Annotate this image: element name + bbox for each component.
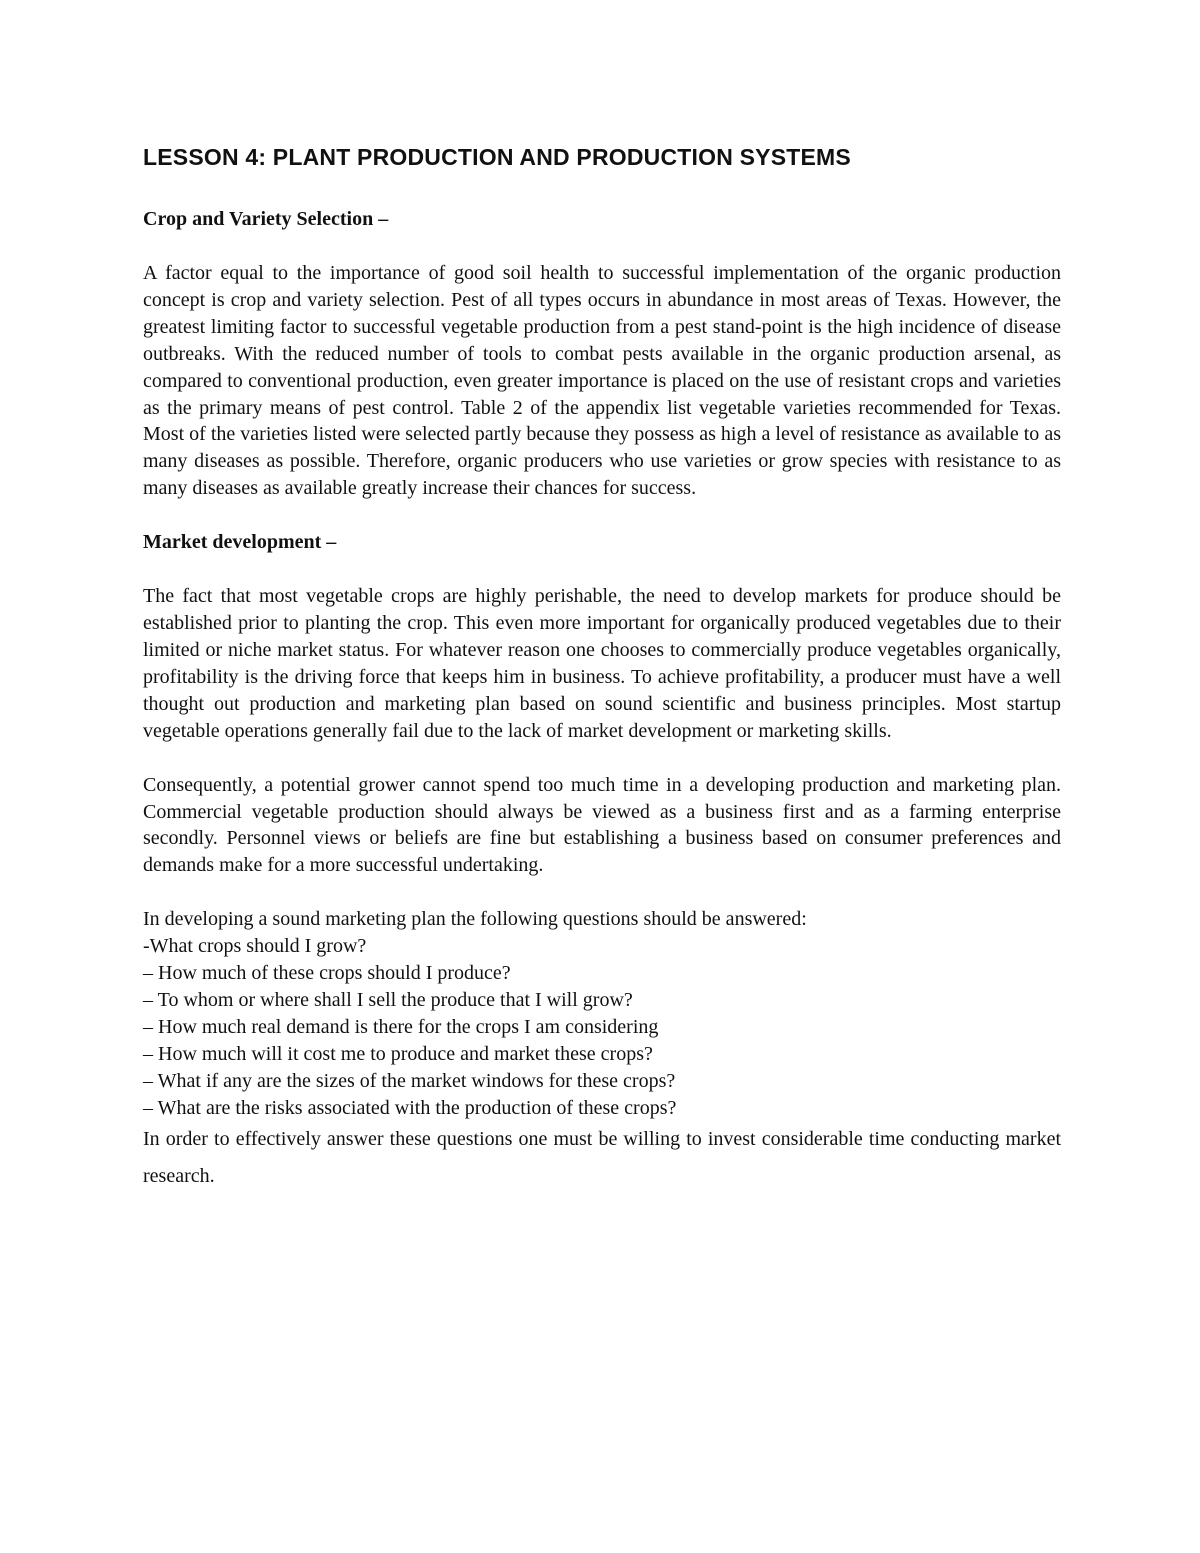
question-item: – What if any are the sizes of the market windows for these crops? (143, 1069, 676, 1092)
question-item: – What are the risks associated with the production of these crops? (143, 1096, 677, 1119)
marketing-questions (143, 906, 1061, 1121)
question-item: – How much of these crops should I produce? (143, 962, 511, 985)
question-item: -What crops should I grow? (143, 935, 367, 958)
question-item: – How much real demand is there for the crops I am considering (143, 1015, 659, 1038)
questions-intro: In developing a sound marketing plan the following questions should be answered: (143, 908, 807, 931)
paragraph-market-development-1: The fact that most vegetable crops are highly perishable, the need to develop markets for produce should be established prior to planting the crop. This even more important for organically produced vegetables due to their limited or niche market status. For whatever reason one chooses to commercially produce vegetables organically, profitability is the driving force that keeps him in business. To achieve profitability, a producer must have a well thought out production and marketing plan based on sound scientific and business principles. Most startup vegetable operations generally fail due to the lack of market development or marketing skills. (143, 585, 1061, 742)
closing-paragraph: In order to effectively answer these questions one must be willing to invest considerable time conducting market research. (143, 1128, 1061, 1188)
document-content (143, 140, 1061, 1195)
section-heading-crop-variety: Crop and Variety Selection – (143, 208, 389, 230)
paragraph-crop-variety: A factor equal to the importance of good soil health to successful implementation of the organic production concept is crop and variety selection. Pest of all types occurs in abundance in most areas of Texas. However, the greatest limiting factor to successful vegetable production from a pest stand-point is the high incidence of disease outbreaks. With the reduced number of tools to combat pests available in the organic production arsenal, as compared to conventional production, even greater importance is placed on the use of resistant crops and varieties as the primary means of pest control. Table 2 of the appendix list vegetable varieties recommended for Texas. Most of the varieties listed were selected partly because they possess as high a level of resistance as available to as many diseases as possible. Therefore, organic producers who use varieties or grow species with resistance to as many diseases as available greatly increase their chances for success. (143, 262, 1061, 500)
paragraph-market-development-2: Consequently, a potential grower cannot spend too much time in a developing production and marketing plan. Commercial vegetable production should always be viewed as a business first and as a farming enterprise secondly. Personnel views or beliefs are fine but establishing a business based on consumer preferences and demands make for a more successful undertaking. (143, 773, 1061, 877)
lesson-title: LESSON 4: PLANT PRODUCTION AND PRODUCTION SYSTEMS (143, 144, 851, 170)
question-item: – How much will it cost me to produce and market these crops? (143, 1042, 653, 1065)
question-item: – To whom or where shall I sell the produce that I will grow? (143, 988, 633, 1011)
section-heading-market-development: Market development – (143, 531, 337, 554)
